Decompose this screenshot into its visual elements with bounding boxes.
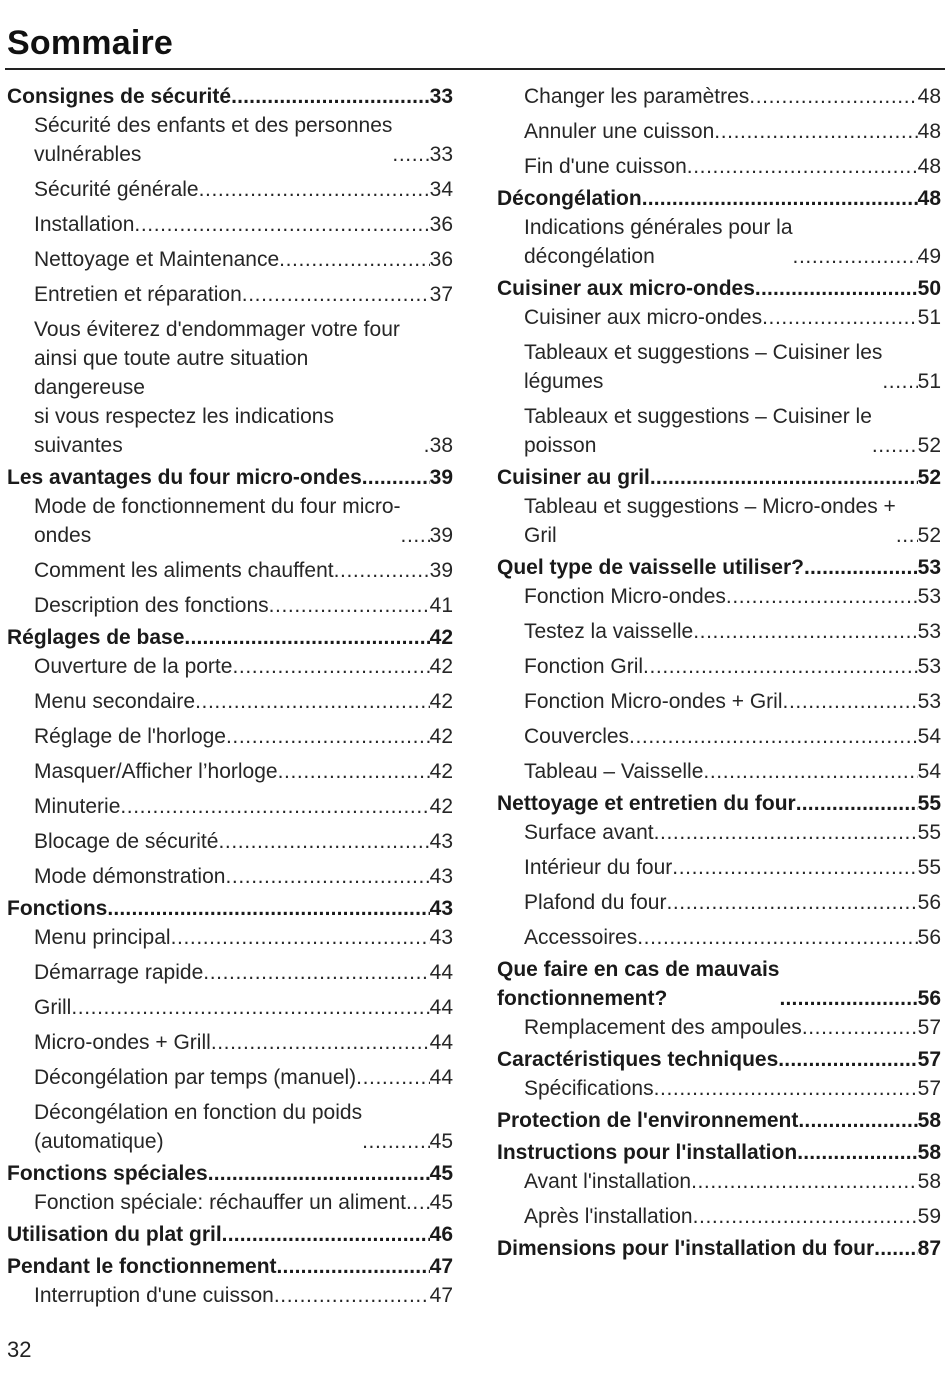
toc-section-entry[interactable]: [497, 1138, 941, 1167]
toc-entry-page: 52: [917, 524, 941, 547]
toc-entry-page: 56: [917, 987, 941, 1010]
toc-entry-label: Nettoyage et entretien du four: [497, 792, 796, 815]
toc-entry-label: Installation: [34, 213, 135, 236]
toc-leader-dots: [798, 1106, 917, 1135]
toc-leader-dots: [797, 1138, 917, 1167]
toc-entry-label: Changer les paramètres: [524, 85, 750, 108]
toc-entry-page: 44: [429, 996, 453, 1019]
toc-entry-label: Protection de l'environnement: [497, 1109, 799, 1132]
toc-entry-label: Tableau et suggestions – Micro-ondes + Gril: [524, 495, 896, 547]
toc-leader-dots: [278, 757, 430, 786]
toc-entry-label: Entretien et réparation: [34, 283, 242, 306]
toc-leader-dots: [120, 792, 429, 821]
toc-leader-dots: [783, 687, 918, 716]
toc-leader-dots: [793, 242, 918, 271]
toc-right-column: [497, 82, 941, 1263]
toc-leader-dots: [629, 722, 918, 751]
toc-entry-label: Cuisiner aux micro-ondes: [524, 306, 763, 329]
toc-subsection-entry[interactable]: [497, 652, 941, 681]
toc-section-entry[interactable]: [497, 955, 941, 1013]
toc-entry-page: 48: [917, 85, 941, 108]
toc-leader-dots: [693, 1202, 918, 1231]
toc-leader-dots: [872, 431, 918, 460]
toc-entry-page: 58: [917, 1141, 941, 1164]
toc-leader-dots: [199, 175, 430, 204]
toc-section-entry[interactable]: [497, 1234, 941, 1263]
toc-entry-page: 56: [917, 891, 941, 914]
toc-leader-dots: [406, 1188, 430, 1217]
toc-entry-page: 49: [917, 245, 941, 268]
toc-entry-page: 56: [917, 926, 941, 949]
toc-leader-dots: [703, 757, 917, 786]
toc-leader-dots: [356, 1063, 429, 1092]
toc-entry-page: 55: [917, 792, 941, 815]
toc-leader-dots: [225, 862, 429, 891]
toc-leader-dots: [643, 652, 918, 681]
toc-entry-page: 36: [429, 248, 453, 271]
toc-entry-page: 57: [917, 1048, 941, 1071]
toc-entry-page: 55: [917, 856, 941, 879]
toc-entry-page: 39: [429, 466, 453, 489]
toc-entry-label: Nettoyage et Maintenance: [34, 248, 280, 271]
toc-subsection-entry[interactable]: [497, 303, 941, 332]
toc-entry-page: 42: [429, 626, 453, 649]
toc-section-entry[interactable]: [7, 463, 453, 492]
toc-subsection-entry[interactable]: [497, 923, 941, 952]
toc-entry-label: Spécifications: [524, 1077, 654, 1100]
toc-subsection-entry[interactable]: [7, 210, 453, 239]
toc-subsection-entry[interactable]: [7, 1063, 453, 1092]
toc-leader-dots: [749, 82, 917, 111]
toc-subsection-entry[interactable]: [7, 792, 453, 821]
toc-entry-label: Caractéristiques techniques: [497, 1048, 779, 1071]
toc-entry-label: Menu secondaire: [34, 690, 196, 713]
toc-leader-dots: [222, 1220, 430, 1249]
toc-subsection-entry[interactable]: [497, 818, 941, 847]
toc-entry-page: 36: [429, 213, 453, 236]
toc-leader-dots: [208, 1159, 430, 1188]
toc-leader-dots: [779, 984, 917, 1013]
toc-leader-dots: [334, 556, 430, 585]
toc-section-entry[interactable]: [497, 274, 941, 303]
toc-subsection-entry[interactable]: [497, 1074, 941, 1103]
toc-subsection-entry[interactable]: [7, 687, 453, 716]
toc-entry-page: 39: [429, 524, 453, 547]
toc-leader-dots: [874, 1234, 917, 1263]
toc-entry-label: Interruption d'une cuisson: [34, 1284, 274, 1307]
toc-entry-page: 57: [917, 1016, 941, 1039]
toc-left-column: [7, 82, 453, 1310]
toc-entry-label: Utilisation du plat gril: [7, 1223, 222, 1246]
toc-entry-page: 48: [917, 120, 941, 143]
toc-entry-label: Pendant le fonctionnement: [7, 1255, 277, 1278]
toc-entry-label: Réglages de base: [7, 626, 185, 649]
toc-entry-label: Les avantages du four micro-ondes: [7, 466, 362, 489]
toc-entry-page: 53: [917, 655, 941, 678]
toc-entry-page: 41: [429, 594, 453, 617]
toc-entry-page: 52: [917, 466, 941, 489]
toc-leader-dots: [71, 993, 429, 1022]
toc-leader-dots: [726, 582, 918, 611]
toc-entry-label: Décongélation: [497, 187, 642, 210]
toc-entry-page: 52: [917, 434, 941, 457]
toc-entry-label: Cuisiner au gril: [497, 466, 650, 489]
toc-entry-label: Mode démonstration: [34, 865, 226, 888]
toc-entry-label: Testez la vaisselle: [524, 620, 694, 643]
toc-entry-page: 39: [429, 559, 453, 582]
toc-entry-label: Sécurité des enfants et des personnes vulnérables: [34, 114, 393, 166]
toc-entry-page: 45: [429, 1162, 453, 1185]
toc-subsection-entry[interactable]: [497, 1013, 941, 1042]
toc-entry-label: Accessoires: [524, 926, 638, 949]
toc-leader-dots: [279, 245, 429, 274]
toc-entry-page: 87: [917, 1237, 941, 1260]
toc-entry-label: Quel type de vaisselle utiliser?: [497, 556, 804, 579]
toc-subsection-entry[interactable]: [7, 1028, 453, 1057]
toc-entry-label: Vous éviterez d'endommager votre four ainsi que toute autre situation dangereuse si vous respectez les indications suivantes: [34, 318, 400, 457]
toc-entry-label: Cuisiner aux micro-ondes: [497, 277, 755, 300]
toc-entry-label: Démarrage rapide: [34, 961, 204, 984]
toc-section-entry[interactable]: [497, 553, 941, 582]
toc-leader-dots: [211, 1028, 430, 1057]
toc-leader-dots: [693, 617, 917, 646]
toc-subsection-entry[interactable]: [7, 958, 453, 987]
toc-leader-dots: [362, 463, 430, 492]
toc-subsection-entry[interactable]: [497, 213, 941, 271]
toc-entry-page: 34: [429, 178, 453, 201]
toc-entry-page: 38: [429, 434, 453, 457]
toc-leader-dots: [650, 463, 918, 492]
toc-subsection-entry[interactable]: [497, 402, 941, 460]
toc-subsection-entry[interactable]: [497, 853, 941, 882]
title-divider: [5, 68, 945, 70]
toc-leader-dots: [242, 280, 430, 309]
toc-leader-dots: [226, 722, 430, 751]
toc-entry-label: Fonction Micro-ondes + Gril: [524, 690, 783, 713]
toc-entry-page: 43: [429, 865, 453, 888]
toc-subsection-entry[interactable]: [7, 722, 453, 751]
toc-leader-dots: [637, 923, 917, 952]
toc-subsection-entry[interactable]: [7, 862, 453, 891]
toc-entry-page: 59: [917, 1205, 941, 1228]
toc-leader-dots: [654, 818, 918, 847]
toc-subsection-entry[interactable]: [7, 175, 453, 204]
toc-entry-label: Masquer/Afficher l’horloge: [34, 760, 278, 783]
toc-section-entry[interactable]: [7, 1159, 453, 1188]
toc-entry-page: 33: [429, 143, 453, 166]
toc-entry-page: 42: [429, 725, 453, 748]
toc-entry-label: Comment les aliments chauffent: [34, 559, 334, 582]
toc-entry-label: Fonctions spéciales: [7, 1162, 208, 1185]
toc-entry-page: 45: [429, 1130, 453, 1153]
toc-section-entry[interactable]: [7, 82, 453, 111]
toc-entry-page: 43: [429, 897, 453, 920]
toc-leader-dots: [269, 591, 430, 620]
toc-entry-label: Ouverture de la porte: [34, 655, 233, 678]
toc-leader-dots: [203, 958, 429, 987]
toc-subsection-entry[interactable]: [7, 111, 453, 169]
toc-entry-page: 53: [917, 620, 941, 643]
toc-entry-page: 54: [917, 725, 941, 748]
toc-subsection-entry[interactable]: [7, 1098, 453, 1156]
toc-subsection-entry[interactable]: [7, 757, 453, 786]
toc-leader-dots: [691, 1167, 918, 1196]
toc-section-entry[interactable]: [497, 789, 941, 818]
toc-leader-dots: [231, 82, 430, 111]
toc-leader-dots: [107, 894, 429, 923]
toc-subsection-entry[interactable]: [497, 617, 941, 646]
toc-entry-label: Fonctions: [7, 897, 108, 920]
toc-leader-dots: [896, 521, 918, 550]
toc-leader-dots: [274, 1281, 430, 1310]
toc-entry-label: Tableau – Vaisselle: [524, 760, 704, 783]
toc-leader-dots: [392, 140, 429, 169]
toc-leader-dots: [672, 853, 917, 882]
toc-subsection-entry[interactable]: [497, 687, 941, 716]
toc-entry-page: 58: [917, 1170, 941, 1193]
toc-entry-page: 42: [429, 655, 453, 678]
toc-entry-label: Que faire en cas de mauvais fonctionnement?: [497, 958, 780, 1010]
toc-entry-page: 42: [429, 760, 453, 783]
toc-subsection-entry[interactable]: [7, 245, 453, 274]
toc-entry-label: Fonction spéciale: réchauffer un aliment: [34, 1191, 406, 1214]
toc-leader-dots: [171, 923, 430, 952]
toc-entry-label: Grill: [34, 996, 72, 1019]
toc-entry-label: Intérieur du four: [524, 856, 673, 879]
toc-subsection-entry[interactable]: [7, 492, 453, 550]
toc-entry-label: Fonction Gril: [524, 655, 644, 678]
page-title: Sommaire: [7, 24, 174, 62]
toc-subsection-entry[interactable]: [7, 280, 453, 309]
toc-subsection-entry[interactable]: [497, 1202, 941, 1231]
toc-leader-dots: [362, 1127, 430, 1156]
toc-entry-page: 33: [429, 85, 453, 108]
toc-section-entry[interactable]: [7, 623, 453, 652]
toc-entry-page: 53: [917, 690, 941, 713]
toc-entry-label: Décongélation par temps (manuel): [34, 1066, 357, 1089]
toc-entry-label: Dimensions pour l'installation du four: [497, 1237, 875, 1260]
toc-entry-page: 43: [429, 830, 453, 853]
toc-leader-dots: [195, 687, 430, 716]
toc-entry-page: 53: [917, 556, 941, 579]
toc-entry-label: Avant l'installation: [524, 1170, 692, 1193]
toc-entry-label: Décongélation en fonction du poids (automatique): [34, 1101, 363, 1153]
toc-leader-dots: [882, 367, 917, 396]
toc-entry-label: Menu principal: [34, 926, 171, 949]
toc-subsection-entry[interactable]: [497, 888, 941, 917]
toc-subsection-entry[interactable]: [7, 1281, 453, 1310]
toc-subsection-entry[interactable]: [497, 722, 941, 751]
toc-entry-page: 50: [917, 277, 941, 300]
toc-leader-dots: [218, 827, 429, 856]
toc-subsection-entry[interactable]: [497, 117, 941, 146]
toc-subsection-entry[interactable]: [7, 827, 453, 856]
toc-subsection-entry[interactable]: [7, 923, 453, 952]
toc-entry-page: 53: [917, 585, 941, 608]
toc-entry-page: 51: [917, 370, 941, 393]
toc-leader-dots: [755, 274, 918, 303]
toc-entry-page: 44: [429, 961, 453, 984]
toc-entry-page: 43: [429, 926, 453, 949]
toc-entry-page: 55: [917, 821, 941, 844]
toc-entry-label: Plafond du four: [524, 891, 667, 914]
page-number: 32: [7, 1337, 32, 1362]
toc-subsection-entry[interactable]: [7, 1188, 453, 1217]
toc-subsection-entry[interactable]: [7, 315, 453, 460]
toc-entry-page: 47: [429, 1284, 453, 1307]
toc-entry-page: 47: [429, 1255, 453, 1278]
toc-entry-label: Annuler une cuisson: [524, 120, 715, 143]
toc-entry-label: Remplacement des ampoules: [524, 1016, 802, 1039]
toc-leader-dots: [796, 789, 918, 818]
toc-entry-label: Blocage de sécurité: [34, 830, 219, 853]
toc-subsection-entry[interactable]: [7, 993, 453, 1022]
toc-entry-label: Sécurité générale: [34, 178, 199, 201]
toc-section-entry[interactable]: [497, 1106, 941, 1135]
toc-leader-dots: [184, 623, 429, 652]
toc-entry-label: Consignes de sécurité: [7, 85, 232, 108]
toc-entry-label: Instructions pour l'installation: [497, 1141, 798, 1164]
toc-entry-label: Surface avant: [524, 821, 654, 844]
toc-entry-label: Minuterie: [34, 795, 121, 818]
toc-subsection-entry[interactable]: [497, 582, 941, 611]
toc-subsection-entry[interactable]: [497, 757, 941, 786]
toc-leader-dots: [232, 652, 429, 681]
toc-entry-page: 58: [917, 1109, 941, 1132]
toc-leader-dots: [802, 1013, 918, 1042]
toc-entry-label: Fonction Micro-ondes: [524, 585, 726, 608]
toc-entry-page: 54: [917, 760, 941, 783]
toc-entry-label: Indications générales pour la décongélation: [524, 216, 793, 268]
toc-entry-label: Description des fonctions: [34, 594, 269, 617]
toc-subsection-entry[interactable]: [497, 1167, 941, 1196]
toc-leader-dots: [778, 1045, 917, 1074]
toc-section-entry[interactable]: [7, 1220, 453, 1249]
toc-leader-dots: [804, 553, 918, 582]
toc-leader-dots: [714, 117, 917, 146]
toc-leader-dots: [654, 1074, 918, 1103]
toc-subsection-entry[interactable]: [7, 591, 453, 620]
toc-section-entry[interactable]: [7, 1252, 453, 1281]
toc-entry-label: Tableaux et suggestions – Cuisiner le poisson: [524, 405, 872, 457]
toc-section-entry[interactable]: [497, 1045, 941, 1074]
toc-leader-dots: [762, 303, 918, 332]
toc-entry-label: Mode de fonctionnement du four micro- ondes: [34, 495, 401, 547]
toc-subsection-entry[interactable]: [497, 152, 941, 181]
toc-leader-dots: [134, 210, 429, 239]
toc-leader-dots: [424, 431, 430, 460]
toc-entry-page: 48: [917, 187, 941, 210]
toc-entry-label: Après l'installation: [524, 1205, 693, 1228]
toc-subsection-entry[interactable]: [7, 556, 453, 585]
toc-entry-label: Couvercles: [524, 725, 630, 748]
toc-section-entry[interactable]: [7, 894, 453, 923]
toc-entry-page: 42: [429, 690, 453, 713]
toc-leader-dots: [642, 184, 918, 213]
toc-entry-label: Micro-ondes + Grill: [34, 1031, 211, 1054]
toc-entry-page: 48: [917, 155, 941, 178]
toc-entry-page: 46: [429, 1223, 453, 1246]
toc-entry-page: 42: [429, 795, 453, 818]
toc-subsection-entry[interactable]: [7, 652, 453, 681]
toc-entry-label: Fin d'une cuisson: [524, 155, 687, 178]
toc-entry-page: 45: [429, 1191, 453, 1214]
toc-subsection-entry[interactable]: [497, 338, 941, 396]
toc-entry-page: 37: [429, 283, 453, 306]
toc-section-entry[interactable]: [497, 184, 941, 213]
toc-entry-page: 51: [917, 306, 941, 329]
toc-entry-label: Tableaux et suggestions – Cuisiner les légumes: [524, 341, 883, 393]
toc-entry-page: 44: [429, 1066, 453, 1089]
toc-subsection-entry[interactable]: [497, 492, 941, 550]
toc-entry-label: Réglage de l'horloge: [34, 725, 226, 748]
toc-subsection-entry[interactable]: [497, 82, 941, 111]
toc-leader-dots: [401, 521, 430, 550]
toc-leader-dots: [687, 152, 918, 181]
toc-leader-dots: [666, 888, 917, 917]
toc-section-entry[interactable]: [497, 463, 941, 492]
toc-entry-page: 44: [429, 1031, 453, 1054]
toc-leader-dots: [277, 1252, 430, 1281]
toc-entry-page: 57: [917, 1077, 941, 1100]
